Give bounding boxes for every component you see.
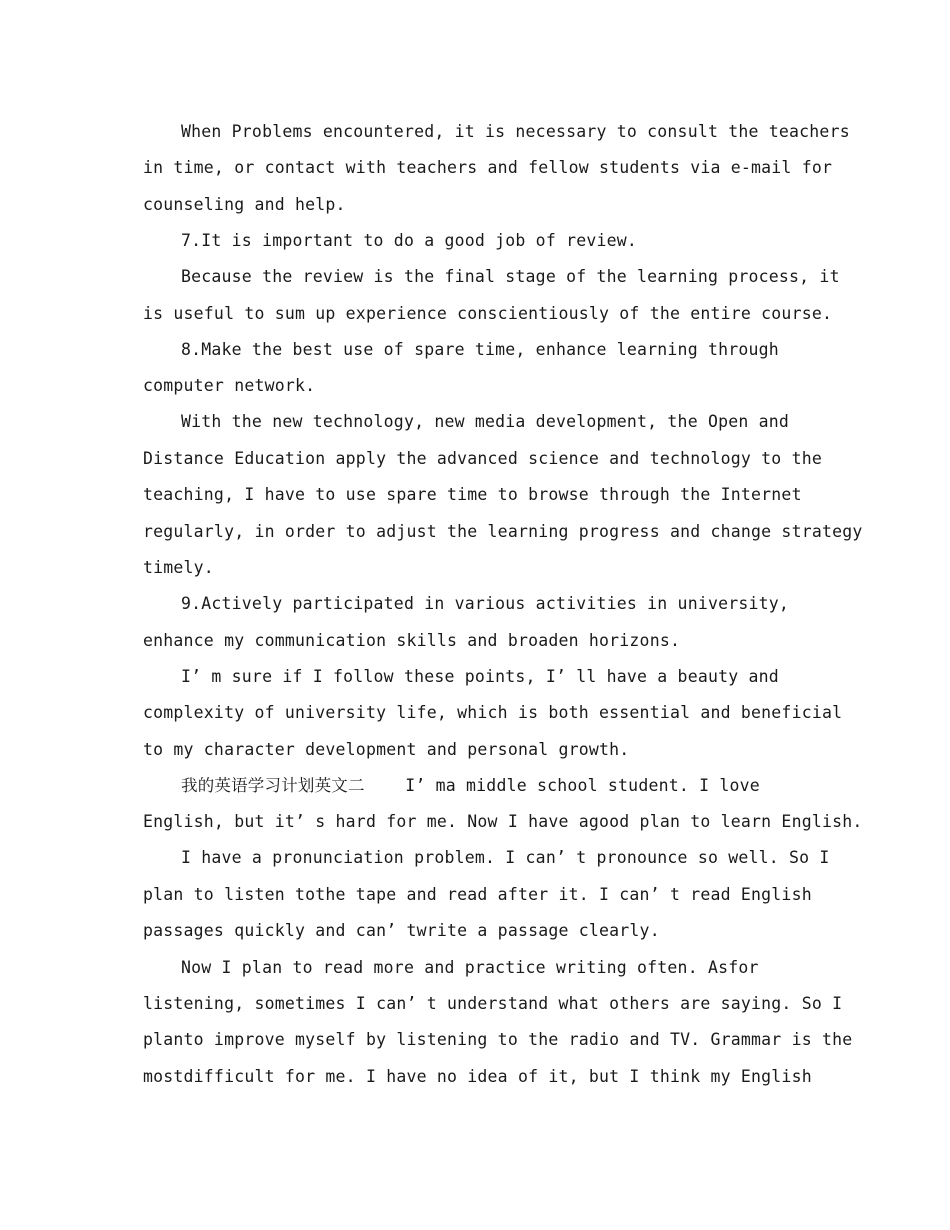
text-line: is useful to sum up experience conscientiously of the entire course. xyxy=(143,304,833,323)
text-line: computer network. xyxy=(143,376,316,395)
text-line: regularly, in order to adjust the learning progress and change strategy xyxy=(143,522,863,541)
text-line: English, but it’ s hard for me. Now I have agood plan to learn English. xyxy=(143,812,863,831)
section-title-line: 我的英语学习计划英文二 I’ ma middle school student. I love xyxy=(181,776,760,795)
text-line: Distance Education apply the advanced science and technology to the xyxy=(143,449,822,468)
text-line: enhance my communication skills and broaden horizons. xyxy=(143,631,681,650)
text-line: Now I plan to read more and practice writing often. Asfor xyxy=(181,958,759,977)
heading-line: 9.Actively participated in various activities in university, xyxy=(181,594,790,613)
text-line: mostdifficult for me. I have no idea of it, but I think my English xyxy=(143,1067,812,1086)
text-line: in time, or contact with teachers and fellow students via e-mail for xyxy=(143,158,833,177)
text-line: counseling and help. xyxy=(143,195,346,214)
text-line: I have a pronunciation problem. I can’ t pronounce so well. So I xyxy=(181,848,830,867)
text-line: teaching, I have to use spare time to browse through the Internet xyxy=(143,485,802,504)
text-line: I’ m sure if I follow these points, I’ ll have a beauty and xyxy=(181,667,779,686)
text-line: planto improve myself by listening to the radio and TV. Grammar is the xyxy=(143,1030,853,1049)
text-line: When Problems encountered, it is necessary to consult the teachers xyxy=(181,122,850,141)
text-line: complexity of university life, which is both essential and beneficial xyxy=(143,703,843,722)
text-line: plan to listen tothe tape and read after it. I can’ t read English xyxy=(143,885,812,904)
heading-line: 7.It is important to do a good job of review. xyxy=(181,231,638,250)
text-line: With the new technology, new media development, the Open and xyxy=(181,412,790,431)
text-line: timely. xyxy=(143,558,214,577)
text-line: listening, sometimes I can’ t understand what others are saying. So I xyxy=(143,994,843,1013)
text-line: passages quickly and can’ twrite a passage clearly. xyxy=(143,921,660,940)
text-line: Because the review is the final stage of the learning process, it xyxy=(181,267,840,286)
heading-line: 8.Make the best use of spare time, enhance learning through xyxy=(181,340,779,359)
text-line: to my character development and personal growth. xyxy=(143,740,630,759)
